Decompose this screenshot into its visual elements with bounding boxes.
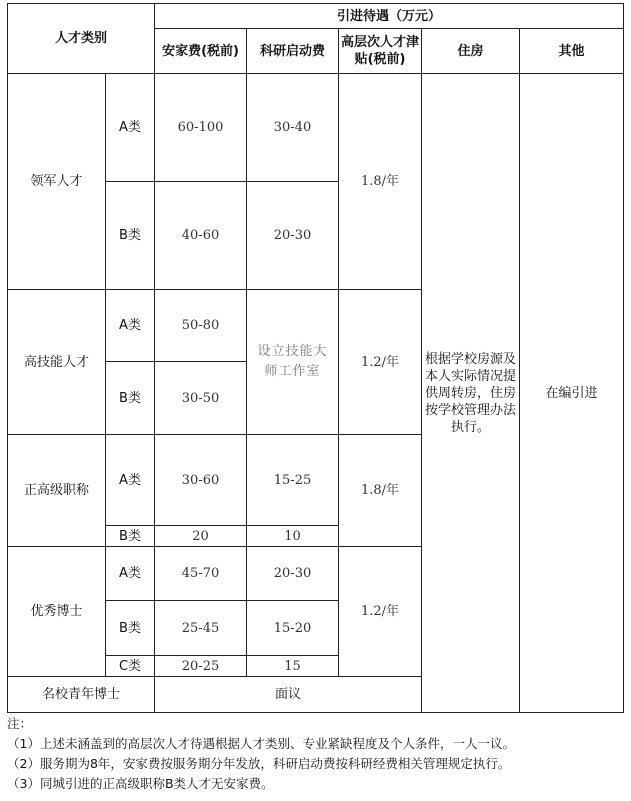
settlement-value: 50-80 [155, 290, 247, 362]
settlement-value: 20-25 [155, 656, 247, 677]
note-item: （1）上述未涵盖到的高层次人才待遇根据人才类别、专业紧缺程度及个人条件，一人一议。 [7, 736, 515, 751]
research-value: 15 [247, 656, 339, 677]
allowance-value: 1.8/年 [339, 435, 422, 547]
table-row [8, 74, 624, 182]
research-value: 10 [247, 526, 339, 547]
settlement-value: 60-100 [155, 74, 247, 182]
subcategory: A类 [106, 547, 155, 601]
header-talent-category: 人才类别 [8, 4, 155, 74]
note-item: （3）同城引进的正高级职称B类人才无安家费。 [7, 776, 274, 791]
allowance-value: 1.2/年 [339, 290, 422, 435]
header-other: 其他 [520, 29, 624, 74]
category-name: 高技能人才 [8, 290, 106, 435]
settlement-value: 30-50 [155, 362, 247, 435]
housing-text: 根据学校房源及本人实际情况提供周转房，住房按学校管理办法执行。 [422, 74, 520, 713]
notes-title: 注： [7, 716, 33, 731]
note-item: （2）服务期为8年，安家费按服务期分年发放，科研启动费按科研经费相关管理规定执行。 [7, 756, 511, 771]
category-name: 名校青年博士 [8, 677, 155, 713]
skill-master-studio-text: 设立技能大师工作室 [257, 344, 328, 379]
header-housing: 住房 [422, 29, 520, 74]
settlement-value: 20 [155, 526, 247, 547]
negotiable-value: 面议 [155, 677, 422, 713]
subcategory: B类 [106, 182, 155, 290]
settlement-value: 45-70 [155, 547, 247, 601]
category-name: 正高级职称 [8, 435, 106, 547]
subcategory: A类 [106, 290, 155, 362]
header-talent-allowance: 高层次人才津贴(税前) [339, 29, 422, 74]
notes-section [7, 714, 623, 794]
research-value: 30-40 [247, 74, 339, 182]
other-text: 在编引进 [520, 74, 624, 713]
research-value: 15-20 [247, 601, 339, 656]
subcategory: B类 [106, 526, 155, 547]
header-benefits: 引进待遇（万元） [155, 4, 624, 29]
research-value: 15-25 [247, 435, 339, 526]
talent-benefits-table [7, 3, 624, 713]
settlement-value: 25-45 [155, 601, 247, 656]
subcategory: B类 [106, 601, 155, 656]
research-value-merged [247, 290, 339, 435]
subcategory: A类 [106, 435, 155, 526]
settlement-value: 40-60 [155, 182, 247, 290]
allowance-value: 1.8/年 [339, 74, 422, 290]
subcategory: A类 [106, 74, 155, 182]
subcategory: C类 [106, 656, 155, 677]
category-name: 领军人才 [8, 74, 106, 290]
allowance-value: 1.2/年 [339, 547, 422, 677]
category-name: 优秀博士 [8, 547, 106, 677]
header-settlement-fee: 安家费(税前) [155, 29, 247, 74]
settlement-value: 30-60 [155, 435, 247, 526]
header-research-startup-fee: 科研启动费 [247, 29, 339, 74]
research-value: 20-30 [247, 547, 339, 601]
subcategory: B类 [106, 362, 155, 435]
research-value: 20-30 [247, 182, 339, 290]
